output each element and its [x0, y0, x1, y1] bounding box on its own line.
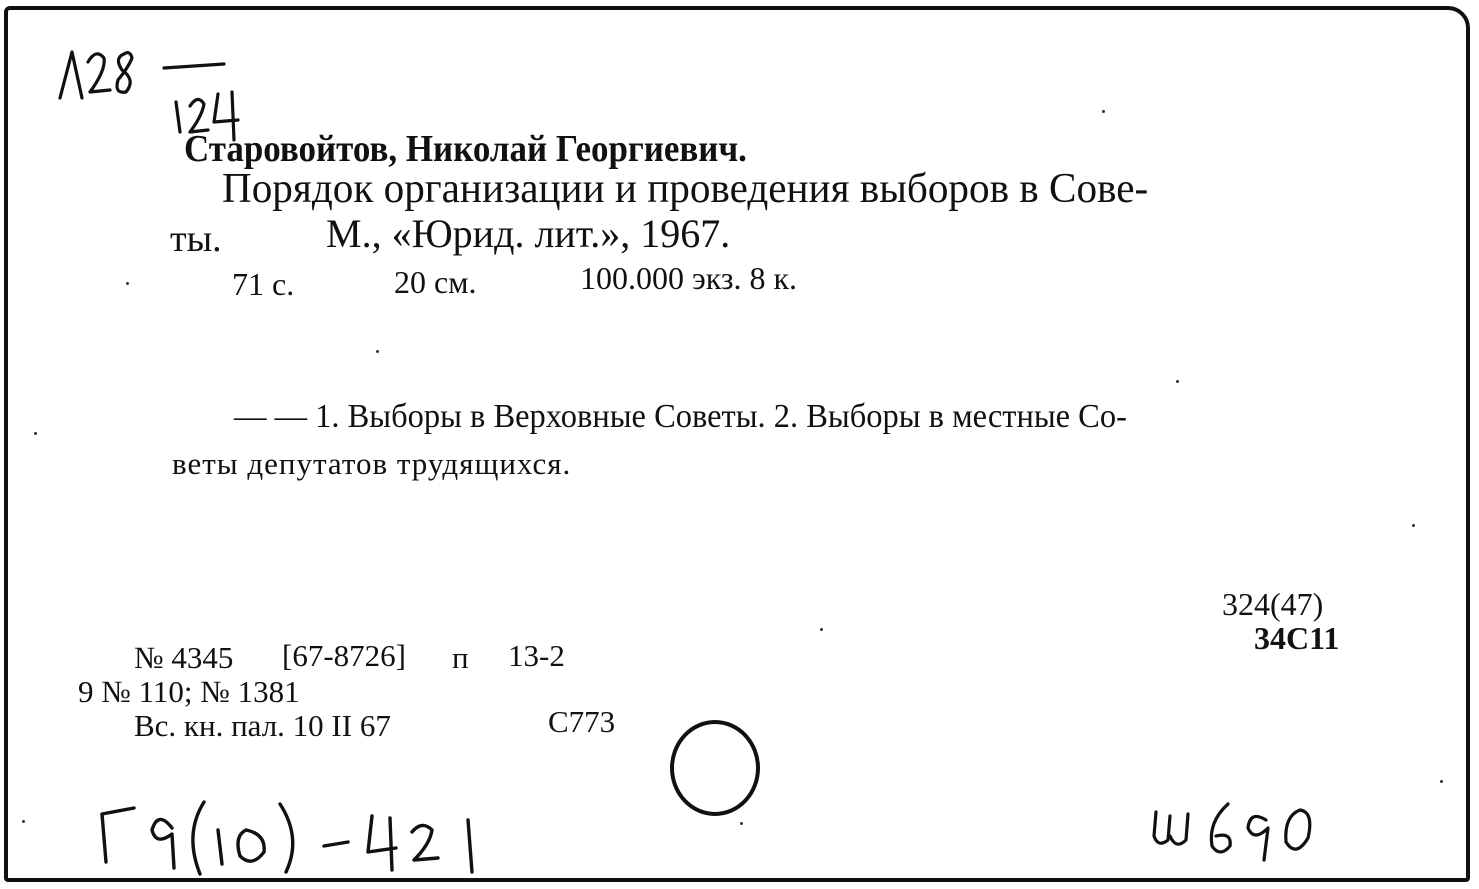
handwritten-call-number-drawing — [96, 790, 516, 880]
handwritten-number — [1150, 796, 1320, 866]
scan-speck — [34, 432, 37, 435]
stamped-circle-drawing — [668, 718, 764, 818]
scan-speck — [1102, 110, 1105, 113]
stamped-circle — [668, 718, 764, 818]
scan-speck — [1440, 780, 1443, 783]
udc-classification: 324(47) — [1222, 586, 1324, 622]
author-heading: Старовойтов, Николай Георгиевич. — [184, 128, 747, 170]
handwritten-call-number — [96, 790, 516, 880]
title-line-2-start: ты. — [170, 218, 222, 260]
title-line-2-publisher: М., «Юрид. лит.», 1967. — [326, 211, 731, 256]
pages-count: 71 с. — [232, 266, 295, 302]
imprint-line-2: 9 № 110; № 1381 — [78, 674, 300, 709]
imprint-letter: п — [452, 640, 469, 675]
copies-and-price: 100.000 экз. 8 к. — [580, 260, 798, 296]
book-size: 20 см. — [394, 264, 477, 300]
scan-speck — [376, 350, 379, 353]
scan-speck — [1176, 380, 1179, 383]
scan-speck — [22, 820, 25, 823]
title-line-1: Порядок организации и проведения выборов в Сове- — [222, 166, 1149, 212]
subjects-line-2: веты депутатов трудящихся. — [172, 446, 572, 481]
bbk-classification: 34С11 — [1254, 620, 1340, 656]
imprint-cutter-mark: С773 — [548, 704, 616, 739]
imprint-chamber-date: Вс. кн. пал. 10 II 67 — [134, 708, 391, 743]
imprint-registration: [67-8726] — [282, 638, 406, 673]
imprint-order-number: № 4345 — [134, 640, 234, 675]
scan-speck — [126, 282, 129, 285]
scan-speck — [820, 628, 823, 631]
handwritten-shelf-mark-drawing — [52, 40, 272, 140]
handwritten-number-drawing — [1150, 796, 1320, 866]
subjects-line-1: — — 1. Выборы в Верховные Советы. 2. Выборы в местные Со- — [234, 398, 1127, 435]
scan-speck — [740, 822, 743, 825]
scan-speck — [1412, 524, 1415, 527]
handwritten-shelf-mark — [52, 40, 272, 140]
imprint-code: 13-2 — [508, 638, 565, 673]
